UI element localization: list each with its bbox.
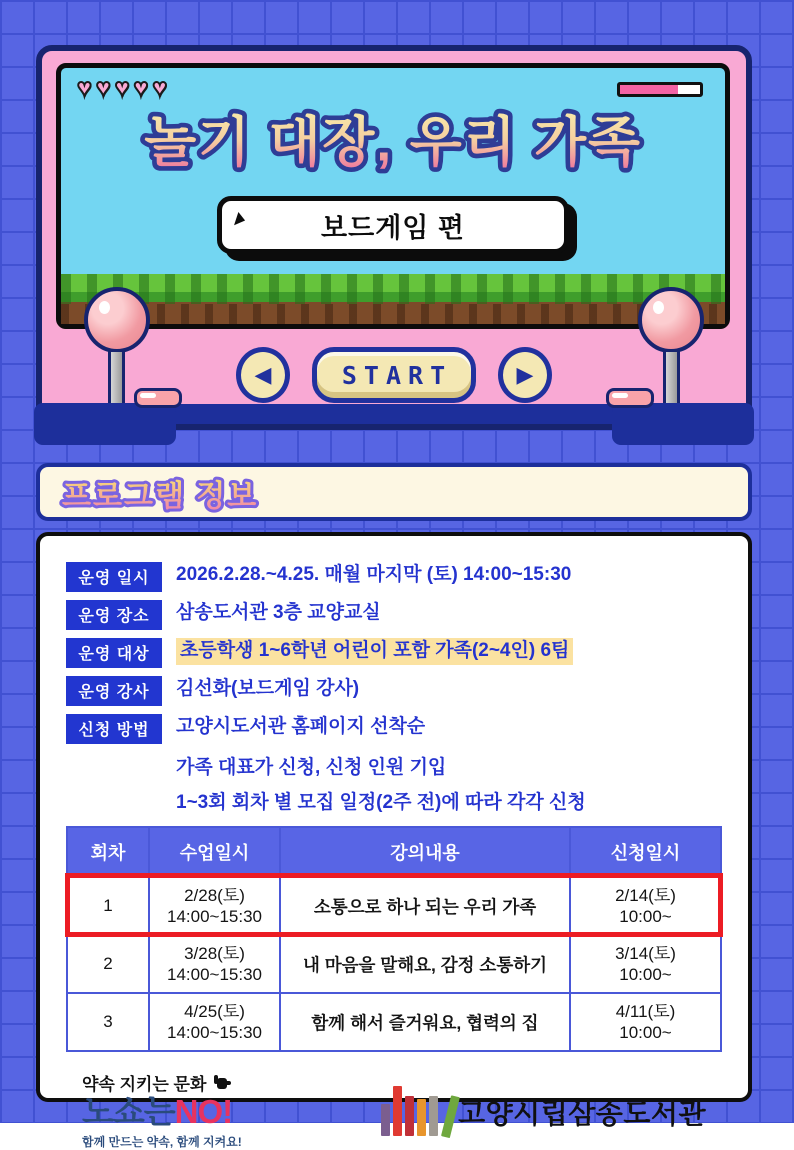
progress-bar-fill (620, 85, 678, 94)
info-label-badge: 운영 강사 (66, 676, 162, 706)
game-screen (56, 63, 730, 329)
session-content: 내 마음을 말해요, 감정 소통하기 (279, 934, 569, 992)
noshow-campaign-logo (82, 1070, 242, 1150)
library-name: 고양시립삼송도서관 (458, 1097, 706, 1129)
info-label-badge: 신청 방법 (66, 714, 162, 744)
library-logo (381, 1084, 716, 1136)
progress-bar (617, 82, 703, 97)
joystick-ball-right (638, 287, 704, 353)
session-content: 소통으로 하나 되는 우리 가족 (279, 876, 569, 934)
apply-time: 10:00~ (619, 1023, 672, 1042)
column-header: 신청일시 (569, 828, 720, 876)
info-row-place (66, 600, 722, 630)
heart-icon: ♥ (133, 74, 153, 102)
apply-datetime (569, 934, 720, 992)
info-row-target (66, 638, 722, 668)
section-banner (36, 463, 752, 521)
apply-datetime (569, 992, 720, 1050)
table-row-session1 (68, 876, 720, 934)
column-header: 강의내용 (279, 828, 569, 876)
book-bar (429, 1096, 438, 1136)
session-time: 14:00~15:30 (166, 907, 262, 926)
session-datetime (148, 876, 279, 934)
left-arrow-button[interactable] (236, 347, 290, 403)
info-label-badge: 운영 일시 (66, 562, 162, 592)
apply-time: 10:00~ (619, 907, 672, 926)
apply-date: 3/14(토) (615, 943, 676, 963)
heart-icon: ♥ (152, 74, 172, 102)
info-row-schedule (66, 562, 722, 592)
heart-icon: ♥ (95, 74, 115, 102)
grass-ground-art (61, 274, 725, 324)
book-bar (381, 1104, 390, 1136)
joystick-highlight (653, 301, 664, 314)
joystick-base-left (34, 403, 176, 445)
game-console (36, 45, 752, 430)
panel-footer (66, 1070, 722, 1150)
hearts-life-icons (77, 74, 171, 103)
hand-icon (212, 1074, 232, 1092)
apply-date: 4/11(토) (615, 1001, 676, 1021)
book-bar (405, 1096, 414, 1136)
session-number: 2 (68, 934, 148, 992)
joystick-ball-left (84, 287, 150, 353)
start-button[interactable] (312, 347, 476, 403)
book-bar (393, 1086, 402, 1136)
books-icon (381, 1084, 450, 1136)
noshow-line3: 함께 만드는 약속, 함께 지켜요! (82, 1134, 242, 1149)
poster-title: 놀기 대장, 우리 가족 (144, 112, 642, 173)
table-row-session3 (68, 992, 720, 1050)
info-panel (36, 532, 752, 1149)
info-value: 김선화(보드게임 강사) (176, 678, 360, 699)
noshow-line1-text: 약속 지키는 문화 (82, 1075, 207, 1094)
subtitle-bubble (217, 196, 569, 254)
section-banner-art (58, 475, 458, 517)
section-title: 프로그램 정보 (62, 480, 259, 513)
apply-datetime (569, 876, 720, 934)
info-label-badge: 운영 대상 (66, 638, 162, 668)
noshow-line1 (82, 1070, 242, 1095)
noshow-line2 (82, 1095, 242, 1130)
console-small-button-left (134, 388, 182, 408)
info-value-extra: 1~3회 회차 별 모집 일정(2주 전)에 따라 각각 신청 (176, 792, 586, 813)
info-row-apply (66, 714, 722, 744)
poster-subtitle: 보드게임 편 (321, 212, 465, 243)
joystick-highlight (99, 301, 110, 314)
session-number: 1 (68, 876, 148, 934)
left-arrow-icon: ◀ (254, 362, 272, 387)
info-value: 2026.2.28.~4.25. 매월 마지막 (토) 14:00~15:30 (176, 564, 572, 585)
heart-icon: ♥ (77, 74, 96, 102)
session-date: 4/25(토) (184, 1001, 245, 1021)
session-time: 14:00~15:30 (166, 965, 262, 984)
session-datetime (148, 934, 279, 992)
session-number: 3 (68, 992, 148, 1050)
info-value: 삼송도서관 3층 교양교실 (176, 602, 381, 623)
info-value-extra: 가족 대표가 신청, 신청 인원 기입 (176, 757, 447, 778)
joystick-base-right (612, 403, 754, 445)
table-row-session2 (68, 934, 720, 992)
session-content: 함께 해서 즐거워요, 협력의 집 (279, 992, 569, 1050)
apply-time: 10:00~ (619, 965, 672, 984)
poster-title-art (61, 100, 725, 186)
noshow-no: NO! (174, 1093, 233, 1130)
console-small-button-right (606, 388, 654, 408)
session-time: 14:00~15:30 (166, 1023, 262, 1042)
column-header: 회차 (68, 828, 148, 876)
info-label-badge: 운영 장소 (66, 600, 162, 630)
schedule-header-row (68, 828, 720, 876)
info-value-highlighted: 초등학생 1~6학년 어린이 포함 가족(2~4인) 6팀 (176, 638, 573, 665)
column-header: 수업일시 (148, 828, 279, 876)
joystick-stick-right (663, 349, 680, 407)
start-button-label: START (341, 360, 453, 390)
session-date: 2/28(토) (184, 885, 245, 905)
info-value: 고양시도서관 홈페이지 선착순 (176, 716, 426, 737)
noshow-korean: 노쇼는 (82, 1093, 175, 1130)
right-arrow-button[interactable] (498, 347, 552, 403)
session-date: 3/28(토) (184, 943, 245, 963)
cursor-icon (234, 212, 247, 228)
joystick-stick-left (108, 349, 125, 407)
heart-icon: ♥ (114, 74, 134, 102)
apply-date: 2/14(토) (615, 885, 676, 905)
session-datetime (148, 992, 279, 1050)
info-row-instructor (66, 676, 722, 706)
schedule-table (66, 826, 722, 1052)
right-arrow-icon: ▶ (516, 362, 534, 387)
book-bar (417, 1099, 426, 1136)
